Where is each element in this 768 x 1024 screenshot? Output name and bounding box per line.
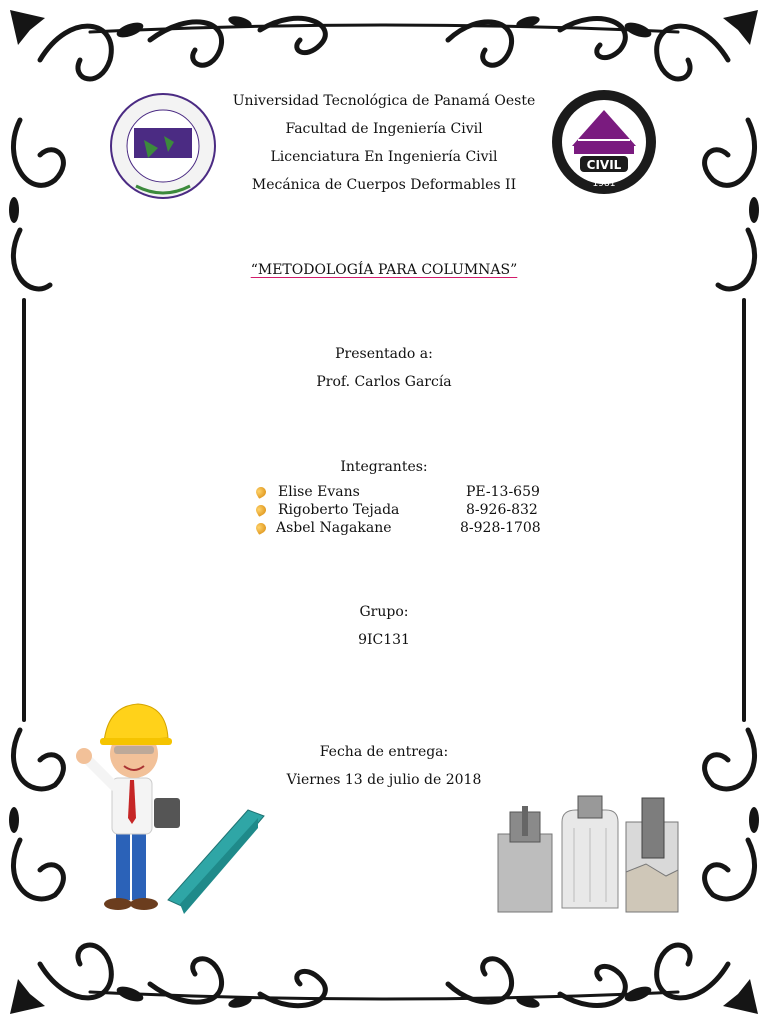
presented-to-label: Presentado a:	[335, 346, 433, 362]
member-name: Elise Evans	[278, 484, 360, 500]
engineer-illustration	[68, 690, 273, 930]
due-date-value: Viernes 13 de julio de 2018	[286, 772, 482, 788]
faculty-name: Facultad de Ingeniería Civil	[285, 121, 483, 137]
course-name: Mecánica de Cuerpos Deformables II	[251, 177, 517, 193]
member-id: PE-13-659	[466, 484, 540, 500]
member-name: Asbel Nagakane	[276, 520, 392, 536]
svg-text:CIVIL: CIVIL	[586, 158, 622, 172]
group-value: 9IC131	[358, 632, 410, 648]
due-date-label: Fecha de entrega:	[319, 744, 449, 760]
group-label: Grupo:	[359, 604, 409, 620]
document-title: “METODOLOGÍA PARA COLUMNAS”	[250, 262, 518, 278]
member-id: 8-926-832	[466, 502, 538, 518]
svg-text:1981: 1981	[592, 179, 616, 189]
university-name: Universidad Tecnológica de Panamá Oeste	[232, 93, 536, 109]
member-name: Rigoberto Tejada	[278, 502, 400, 518]
member-id: 8-928-1708	[460, 520, 541, 536]
professor-name: Prof. Carlos García	[316, 374, 452, 390]
degree-name: Licenciatura En Ingeniería Civil	[270, 149, 498, 165]
members-label: Integrantes:	[340, 459, 428, 475]
columns-illustration	[496, 792, 682, 914]
